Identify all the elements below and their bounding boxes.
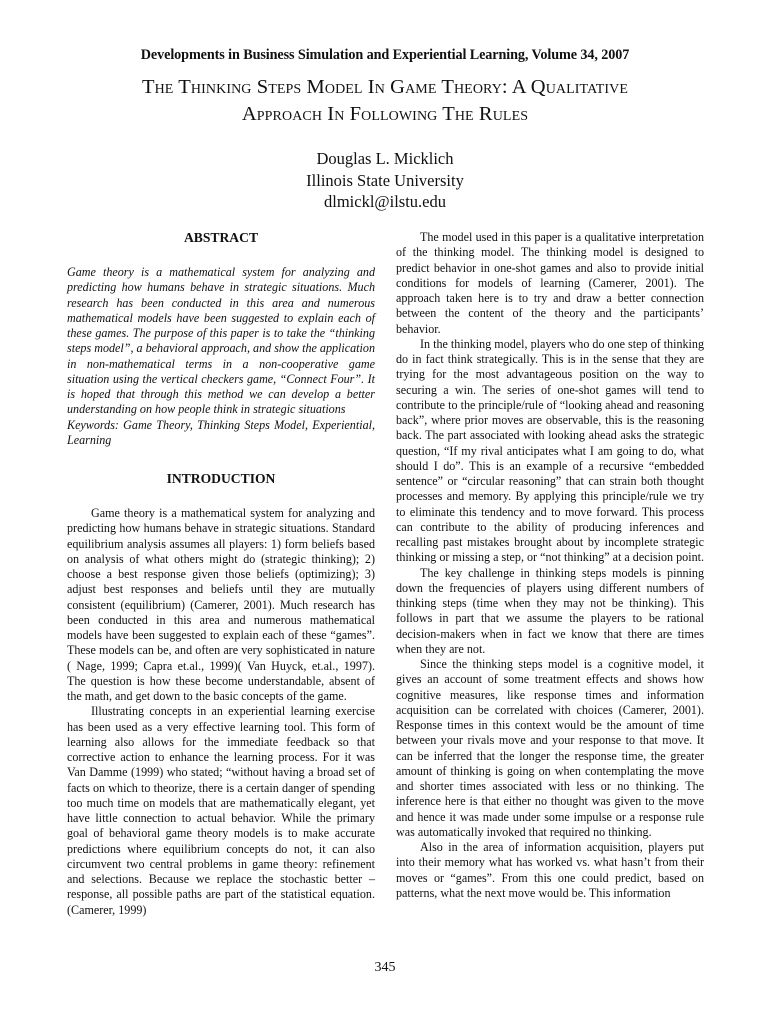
body-paragraph-5: Also in the area of information acquisition, players put into their memory what has worked vs. what hasn’t from their moves or “games”. From this one could predict, based on patterns, what the next move would be. This information [396,840,704,900]
body-paragraph-4: Since the thinking steps model is a cognitive model, it gives an account of some treatment effects and shows how cognitive measures, like response times and information acquisition can be correlated with choices (Camerer, 2001). Response times in this context would be the amount of time between your rivals move and your response to that move. It can be inferred that the longer the response time, the greater amount of thinking is going on when contemplating the move and shorter times associated with less or no thinking. The inference here is that either no thought was given to the move and hence it was made under some impulse or a response rule was automatically invoked that required no thinking. [396,657,704,839]
body-paragraph-2: In the thinking model, players who do one step of thinking do in fact think strategically. This is in the sense that they are trying for the most advantageous position on the way to securing a win. The series of one-shot games will tend to contribute to the principle/rule of “looking ahead and reasoning back”, where prior moves are observable, this is the reasoning back. The part associated with looking ahead asks the strategic question, “If my rival anticipates what I am going to do, what should I do”. This is an example of a recursive “embedded sentence” or “circular reasoning” that can strain both thought processes and memory. By applying this principle/rule we try to eliminate this tendency and to move forward. This process can contribute to the ability of producing inferences and recalling past mistakes brought about by incomplete strategic thinking or missing a step, or “not thinking” at a decision point. [396,336,705,565]
abstract-text: Game theory is a mathematical system for analyzing and predicting how humans behave in strategic situations. Much research has been conducted in this area and numerous mathematical models have been suggested to explain each of these games. The purpose of this paper is to take the “thinking steps model”, a behavioral approach, and show the application in non-mathematical terms in a non-cooperative game situation using the vertical checkers game, “Connect Four”. It is hoped that through this method we can develop a better understanding on how people think in strategic situations [67,265,375,417]
page-number: 345 [374,960,396,975]
introduction-paragraph-2: Illustrating concepts in an experiential learning exercise has been used as a very effective learning tool. This form of learning also allows for the immediate feedback so that corrective action to enhance the learning process. For it was Van Damme (1999) who stated; “without having a broad set of facts on which to theorize, there is a certain danger of spending too much time on models that are mathematically elegant, yet have little connection to actual behavior. While the primary goal of behavioral game theory models is to make accurate predictions where equilibrium concepts do not, it can also circumvent two central problems in game theory: refinement and selections. Because we replace the stochastic better – response, all possible paths are part of the statistical equation. (Camerer, 1999) [67,704,375,917]
left-column [67,230,375,918]
body-paragraph-3: The key challenge in thinking steps models is pinning down the frequencies of players using different numbers of thinking steps (time when they may not be thinking). This follows in part that we assume the players to be rational decision-makers when in fact we know that there are times when they are not. [396,565,704,656]
journal-header: Developments in Business Simulation and Experiential Learning, Volume 34, 2007 [140,47,630,63]
paper-title [60,74,710,128]
introduction-heading: INTRODUCTION [166,471,276,486]
paper-title-line-2: Approach In Following The Rules [241,103,529,125]
introduction-paragraph-1: Game theory is a mathematical system for analyzing and predicting how humans behave in strategic situations. Standard equilibrium analysis assumes all players: 1) form beliefs based on analysis of what others might do (strategic thinking); 2) choose a best response given those beliefs (optimizing); 3) adjust best responses and beliefs until they are mutually consistent (equilibrium) (Camerer, 2001). Much research has been conducted in this area and numerous mathematical models have been suggested to explain each of these “games”. These models can be, and often are very sophisticated in nature ( Nage, 1999; Capra et.al., 1999)( Van Huyck, et.al., 1997). The question is how these become understandable, absent of the math, and get down to the basic concepts of the game. [67,506,375,703]
author-block [0,148,770,213]
keywords: Keywords: Game Theory, Thinking Steps Model, Experiential, Learning [67,417,375,447]
author-email: dlmickl@ilstu.edu [324,192,446,211]
right-column [396,230,704,901]
author-name: Douglas L. Micklich [316,149,454,168]
author-affiliation: Illinois State University [306,170,464,190]
paper-title-line-1: The Thinking Steps Model In Game Theory: A Qualitative [141,76,629,98]
body-paragraph-1: The model used in this paper is a qualitative interpretation of the thinking model. The thinking model is designed to predict behavior in one-shot games and also to provide initial conditions for models of learning (Camerer, 2001). The approach taken here is to try and draw a better connection between the content of the theory and the participants’ behavior. [396,230,704,336]
abstract-heading: ABSTRACT [183,230,259,245]
